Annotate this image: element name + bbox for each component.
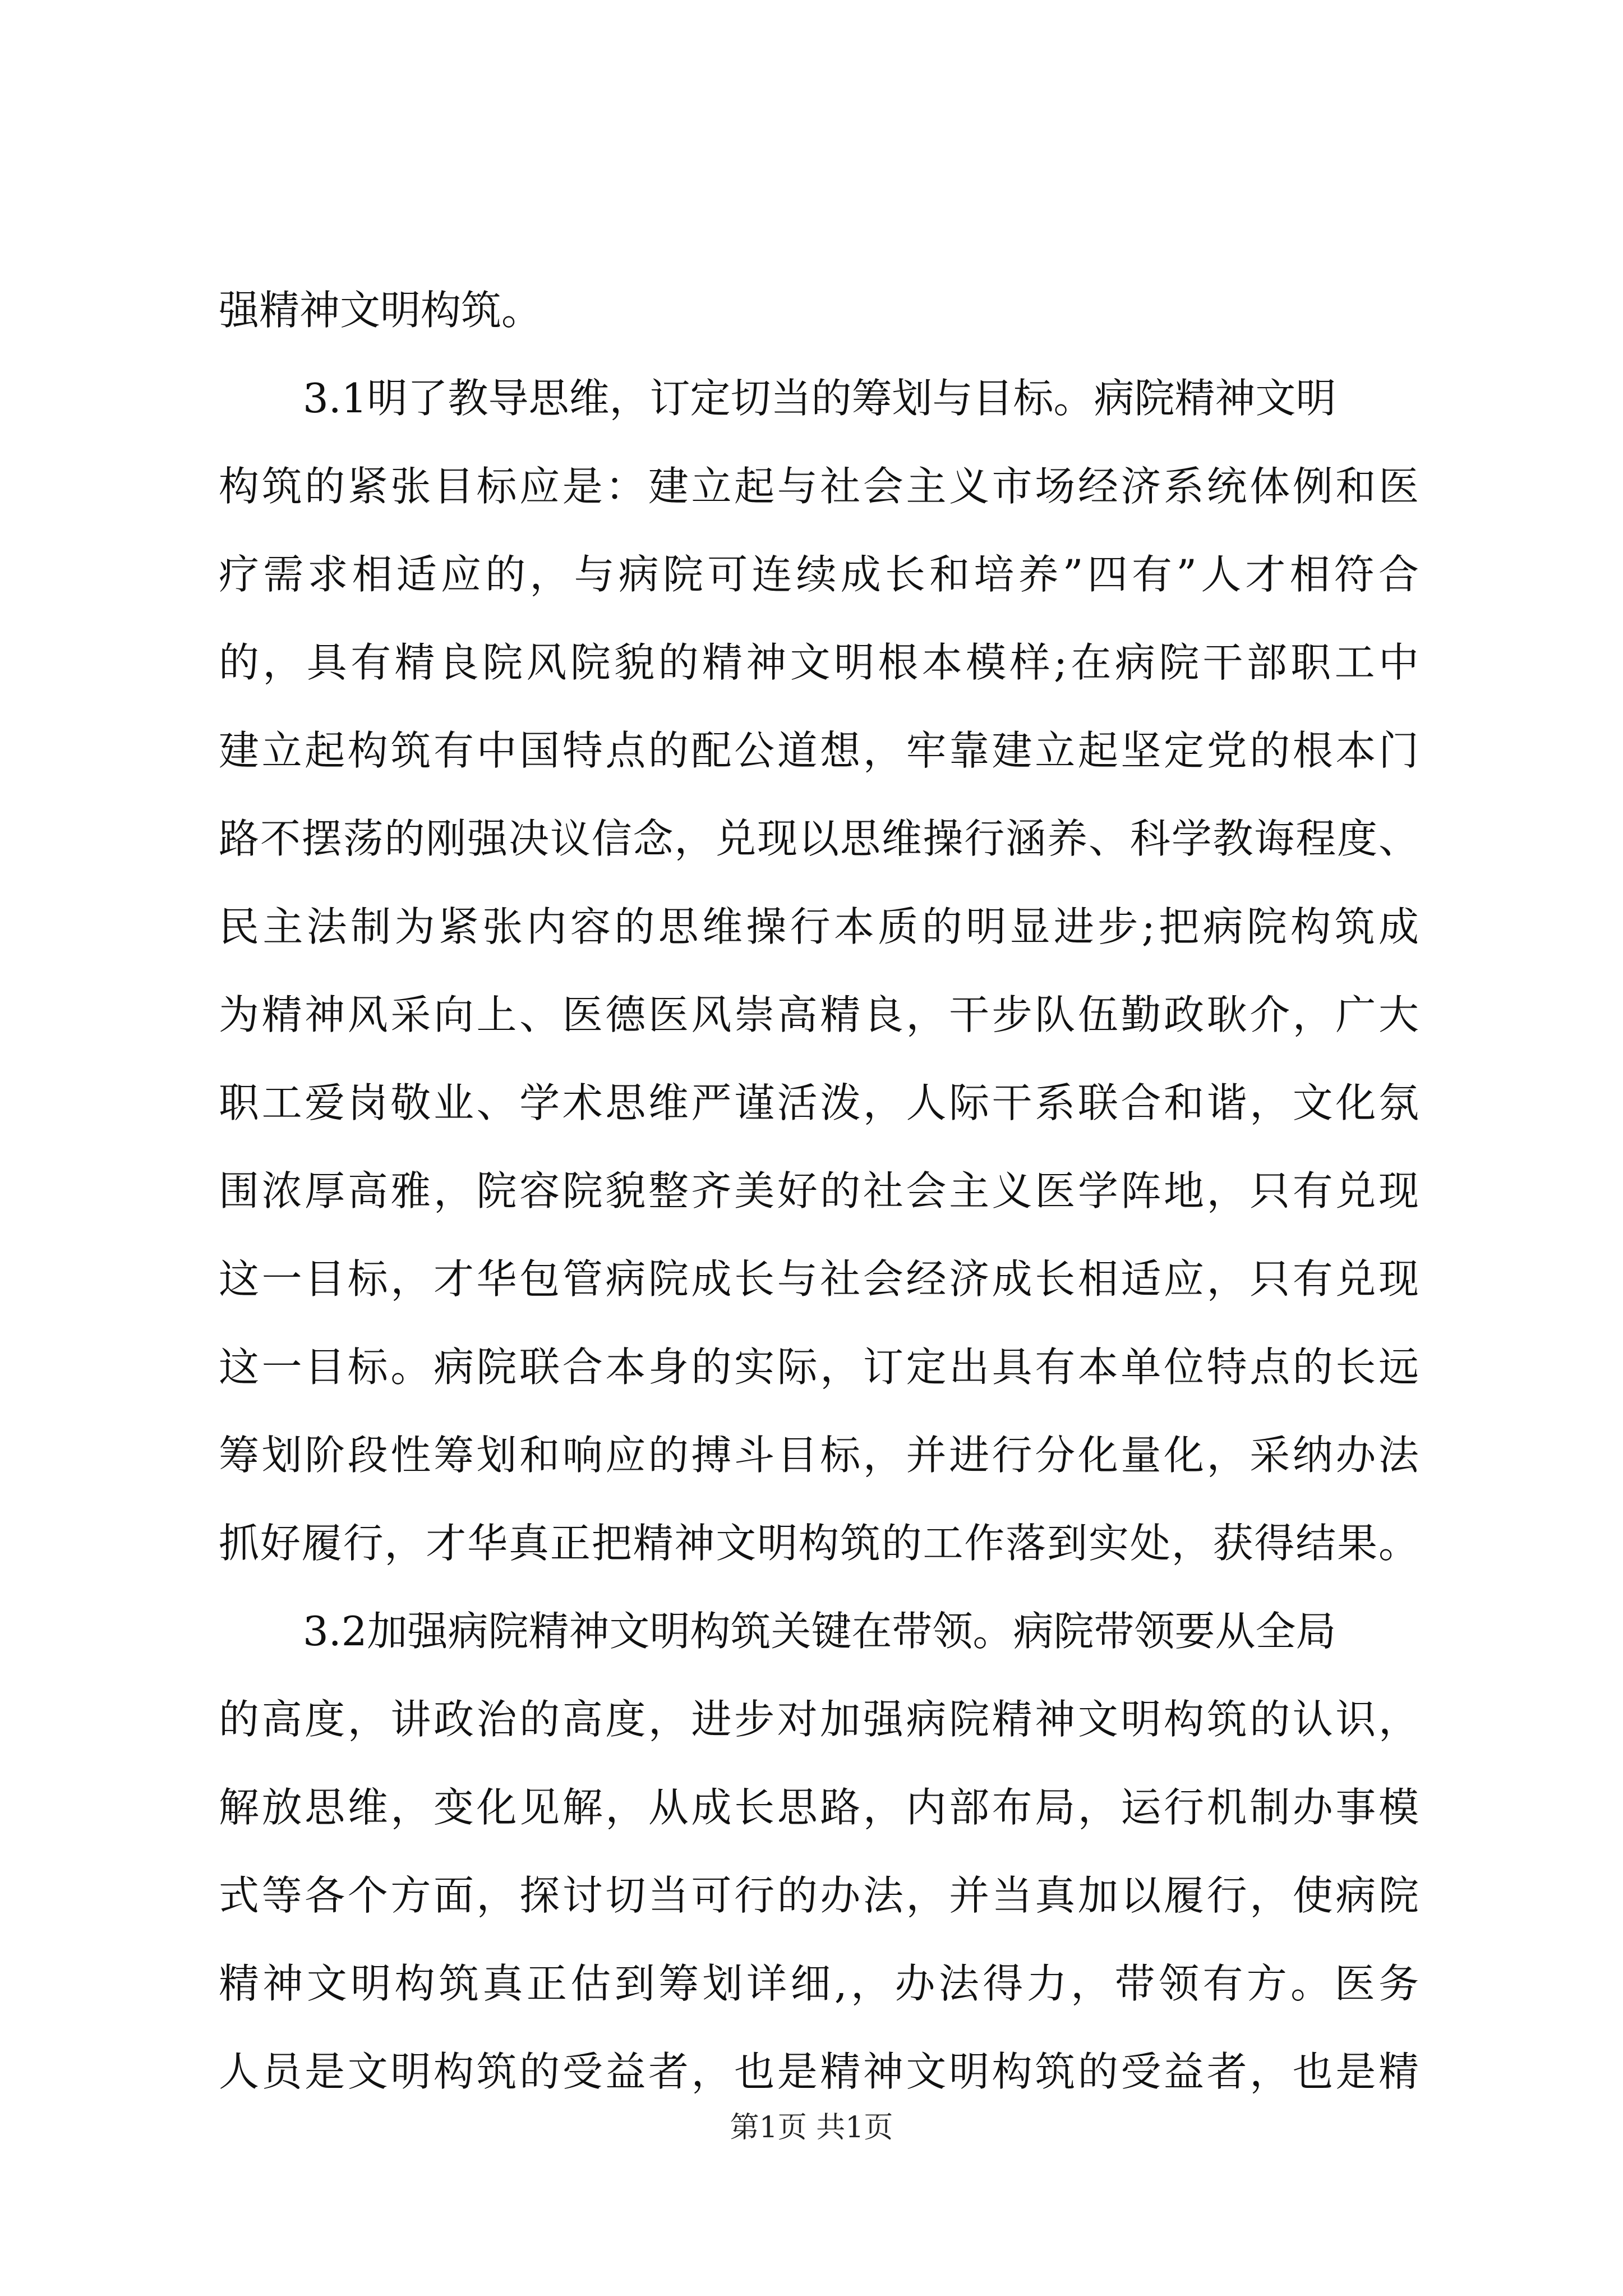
body-line: 职工爱岗敬业、学术思维严谨活泼，人际干系联合和谐，文化氛 xyxy=(219,1079,1419,1126)
body-line: 精神文明构筑真正估到筹划详细,，办法得力，带领有方。医务 xyxy=(219,1960,1419,2007)
body-line: 路不摆荡的刚强决议信念，兑现以思维操行涵养、科学教诲程度、 xyxy=(219,815,1419,862)
body-line: 疗需求相适应的，与病院可连续成长和培养”四有”人才相符合 xyxy=(219,551,1419,598)
body-line: 式等各个方面，探讨切当可行的办法，并当真加以履行，使病院 xyxy=(219,1872,1419,1919)
body-line: 的，具有精良院风院貌的精神文明根本模样;在病院干部职工中 xyxy=(219,639,1419,686)
body-line: 围浓厚高雅，院容院貌整齐美好的社会主义医学阵地，只有兑现 xyxy=(219,1167,1419,1214)
body-line: 强精神文明构筑。 xyxy=(219,287,542,334)
page-footer: 第1页 共1页 xyxy=(730,2111,893,2145)
body-line: 构筑的紧张目标应是：建立起与社会主义市场经济系统体例和医 xyxy=(219,463,1419,510)
body-line: 抓好履行，才华真正把精神文明构筑的工作落到实处，获得结果。 xyxy=(219,1520,1419,1567)
body-line: 3.1明了教导思维，订定切当的筹划与目标。病院精神文明 xyxy=(303,375,1336,422)
body-line: 为精神风采向上、医德医风崇高精良，干步队伍勤政耿介，广大 xyxy=(219,991,1419,1038)
body-line: 的高度，讲政治的高度，进步对加强病院精神文明构筑的认识， xyxy=(219,1696,1419,1743)
body-line: 解放思维，变化见解，从成长思路，内部布局，运行机制办事模 xyxy=(219,1784,1419,1831)
body-line: 这一目标，才华包管病院成长与社会经济成长相适应，只有兑现 xyxy=(219,1255,1419,1303)
body-line: 民主法制为紧张内容的思维操行本质的明显进步;把病院构筑成 xyxy=(219,903,1419,950)
body-line: 人员是文明构筑的受益者，也是精神文明构筑的受益者，也是精 xyxy=(219,2048,1419,2095)
document-body xyxy=(219,266,1419,2116)
body-line: 这一目标。病院联合本身的实际，订定出具有本单位特点的长远 xyxy=(219,1343,1419,1391)
body-line: 3.2加强病院精神文明构筑关键在带领。病院带领要从全局 xyxy=(303,1608,1336,1655)
body-line: 筹划阶段性筹划和响应的搏斗目标，并进行分化量化，采纳办法 xyxy=(219,1432,1419,1479)
body-line: 建立起构筑有中国特点的配公道想，牢靠建立起坚定党的根本门 xyxy=(219,727,1419,774)
